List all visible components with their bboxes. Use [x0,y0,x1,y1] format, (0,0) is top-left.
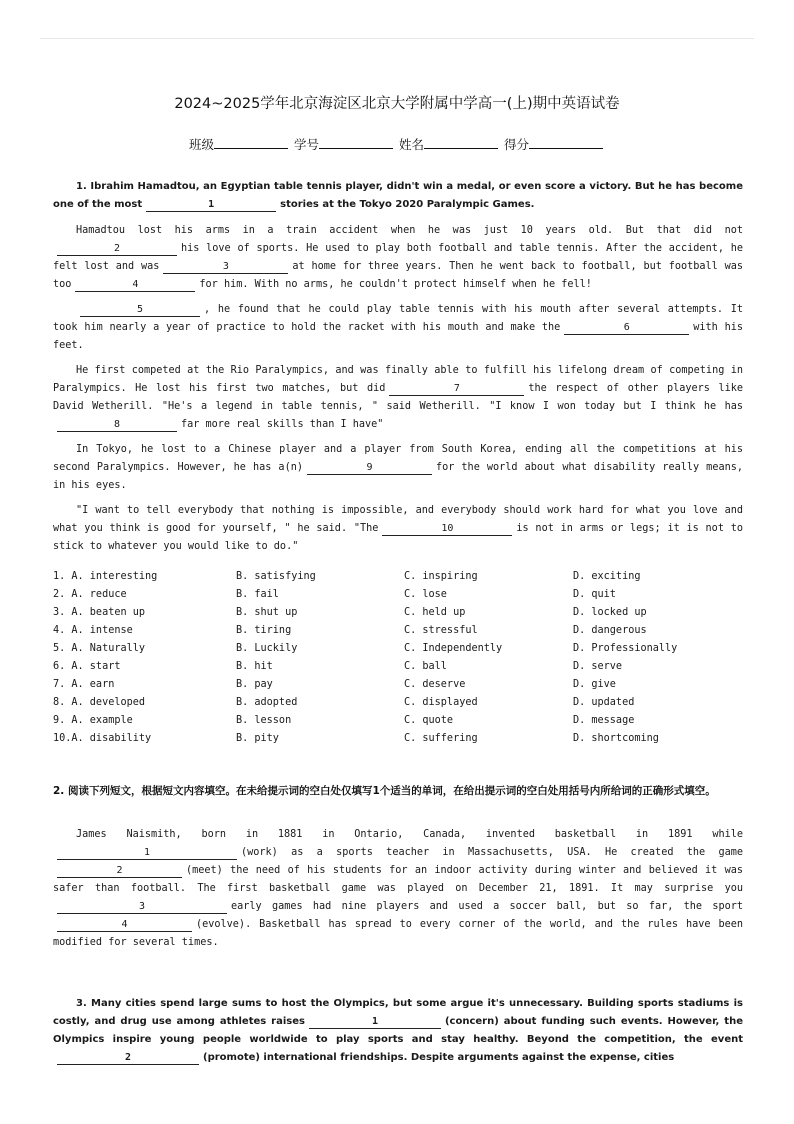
q2-blank-4[interactable]: 4 [57,919,192,932]
name-field[interactable] [424,138,498,149]
q1-blank-9[interactable]: 9 [307,462,432,475]
q1-blank-7[interactable]: 7 [389,383,524,396]
option-a[interactable]: 4. A. intense [53,625,133,636]
q1-blank-8[interactable]: 8 [57,419,177,432]
option-d[interactable]: D. updated [573,697,635,708]
q1-blank-3[interactable]: 3 [163,261,288,274]
option-c[interactable]: C. suffering [404,733,478,744]
option-c[interactable]: C. quote [404,715,454,726]
q2-blank-2[interactable]: 2 [57,865,182,878]
option-row [53,622,753,640]
q2-blank-1[interactable]: 1 [57,847,237,860]
q1-passage [53,222,743,556]
q1-blank-5[interactable]: 5 [80,304,200,317]
q1-blank-10[interactable]: 10 [382,523,512,536]
option-d[interactable]: D. serve [573,661,623,672]
student-info-line [0,135,794,153]
option-c[interactable]: C. Independently [404,643,503,654]
option-d[interactable]: D. dangerous [573,625,647,636]
option-row [53,730,753,748]
q1-paragraph-2: Hamadtou lost his arms in a train accident when he was just 10 years old. But that did not2 his love of sports. He used to play both football and table tennis. After the accident, he felt lost and was 3 at home for three years. Then he went back to football, but football was too 4 for him. With no arms, he couldn't protect himself when he fell! [53,225,743,290]
option-d[interactable]: D. Professionally [573,643,678,654]
option-b[interactable]: B. shut up [236,607,298,618]
q2-heading: 2. 阅读下列短文，根据短文内容填空。在未给提示词的空白处仅填写1个适当的单词，在给出提示词的空白处用括号内所给词的正确形式填空。 [53,785,716,797]
option-a[interactable]: 7. A. earn [53,679,115,690]
option-a[interactable]: 1. A. interesting [53,571,158,582]
option-row [53,604,753,622]
option-a[interactable]: 9. A. example [53,715,133,726]
option-d[interactable]: D. message [573,715,635,726]
q3-blank-2[interactable]: 2 [57,1052,199,1065]
q3-passage: 3. Many cities spend large sums to host the Olympics, but some argue it's unnecessary. Building sports stadiums is costly, and drug use among athletes raises 1 (concern) about funding such events. However, the Olympics inspire young people worldwide to play sports and stay healthy. Beyond the competition, the event2 (promote) international friendships. Despite arguments against the expense, cities [53,998,743,1063]
option-row [53,676,753,694]
option-row [53,640,753,658]
option-d[interactable]: D. shortcoming [573,733,659,744]
option-c[interactable]: C. ball [404,661,447,672]
option-d[interactable]: D. give [573,679,616,690]
option-b[interactable]: B. tiring [236,625,292,636]
q1-paragraph-3: 5 , he found that he could play table tennis with his mouth after several attempts. It took him nearly a year of practice to hold the racket with his mouth and make the 6 with his feet. [53,304,743,351]
q1-paragraph-4: He first competed at the Rio Paralympics, and was finally able to fulfill his lifelong dream of competing in Paralympics. He lost his first two matches, but did 7 the respect of other players like David Wetherill. "He's a legend in table tennis, " said Wetherill. "I know I won today but I think he has8 far more real skills than I have" [53,365,744,430]
name-label: 姓名 [398,137,424,152]
q2-blank-3[interactable]: 3 [57,901,227,914]
option-d[interactable]: D. exciting [573,571,641,582]
option-c[interactable]: C. inspiring [404,571,478,582]
option-a[interactable]: 10.A. disability [53,733,152,744]
option-a[interactable]: 3. A. beaten up [53,607,146,618]
q1-intro: 1. Ibrahim Hamadtou, an Egyptian table tennis player, didn't win a medal, or even score a victory. But he has become one of the most 1 stories at the Tokyo 2020 Paralympic Games. [53,181,743,210]
score-field[interactable] [529,138,603,149]
class-field[interactable] [214,138,288,149]
option-row [53,568,753,586]
option-b[interactable]: B. pay [236,679,273,690]
option-b[interactable]: B. hit [236,661,273,672]
q1-paragraph-6: "I want to tell everybody that nothing is impossible, and everybody should work hard for what you love and what you think is good for yourself, " he said. "The 10 is not in arms or legs; it is not to stick to whatever you would like to do." [53,505,743,552]
option-row [53,712,753,730]
option-row [53,694,753,712]
option-c[interactable]: C. stressful [404,625,478,636]
option-a[interactable]: 6. A. start [53,661,121,672]
option-row [53,658,753,676]
option-b[interactable]: B. lesson [236,715,292,726]
q1-paragraph-5: In Tokyo, he lost to a Chinese player and a player from South Korea, ending all the competitions at his second Paralympics. However, he has a(n) 9 for the world about what disability really means, in his eyes. [53,444,743,491]
option-c[interactable]: C. lose [404,589,447,600]
q1-blank-4[interactable]: 4 [75,279,195,292]
option-c[interactable]: C. displayed [404,697,478,708]
option-a[interactable]: 8. A. developed [53,697,146,708]
class-label: 班级 [188,137,214,152]
q1-blank-1[interactable]: 1 [146,199,276,212]
q1-blank-6[interactable]: 6 [564,322,689,335]
option-b[interactable]: B. pity [236,733,279,744]
option-b[interactable]: B. fail [236,589,279,600]
option-b[interactable]: B. Luckily [236,643,298,654]
option-b[interactable]: B. adopted [236,697,298,708]
id-label: 学号 [293,137,319,152]
option-a[interactable]: 2. A. reduce [53,589,127,600]
q1-blank-2[interactable]: 2 [57,243,177,256]
top-divider [40,38,754,39]
option-c[interactable]: C. held up [404,607,466,618]
option-d[interactable]: D. quit [573,589,616,600]
id-field[interactable] [319,138,393,149]
page-title: 2024~2025学年北京海淀区北京大学附属中学高一(上)期中英语试卷 [174,96,620,112]
q2-passage: James Naismith, born in 1881 in Ontario, Canada, invented basketball in 1891 while1 (work) as a sports teacher in Massachusetts, USA. He created the game2 (meet) the need of his students for an indoor activity during winter and believed it was safer than football. The first basketball game was played on December 21, 1891. It may surprise you3 early games had nine players and used a soccer ball, but so far, the sport4 (evolve). Basketball has spread to every corner of the world, and the rules have been modified for several times. [53,829,743,948]
option-b[interactable]: B. satisfying [236,571,316,582]
q1-options-table [53,568,753,748]
score-label: 得分 [503,137,529,152]
option-row [53,586,753,604]
option-c[interactable]: C. deserve [404,679,466,690]
option-a[interactable]: 5. A. Naturally [53,643,146,654]
q3-blank-1[interactable]: 1 [309,1016,441,1029]
option-d[interactable]: D. locked up [573,607,647,618]
